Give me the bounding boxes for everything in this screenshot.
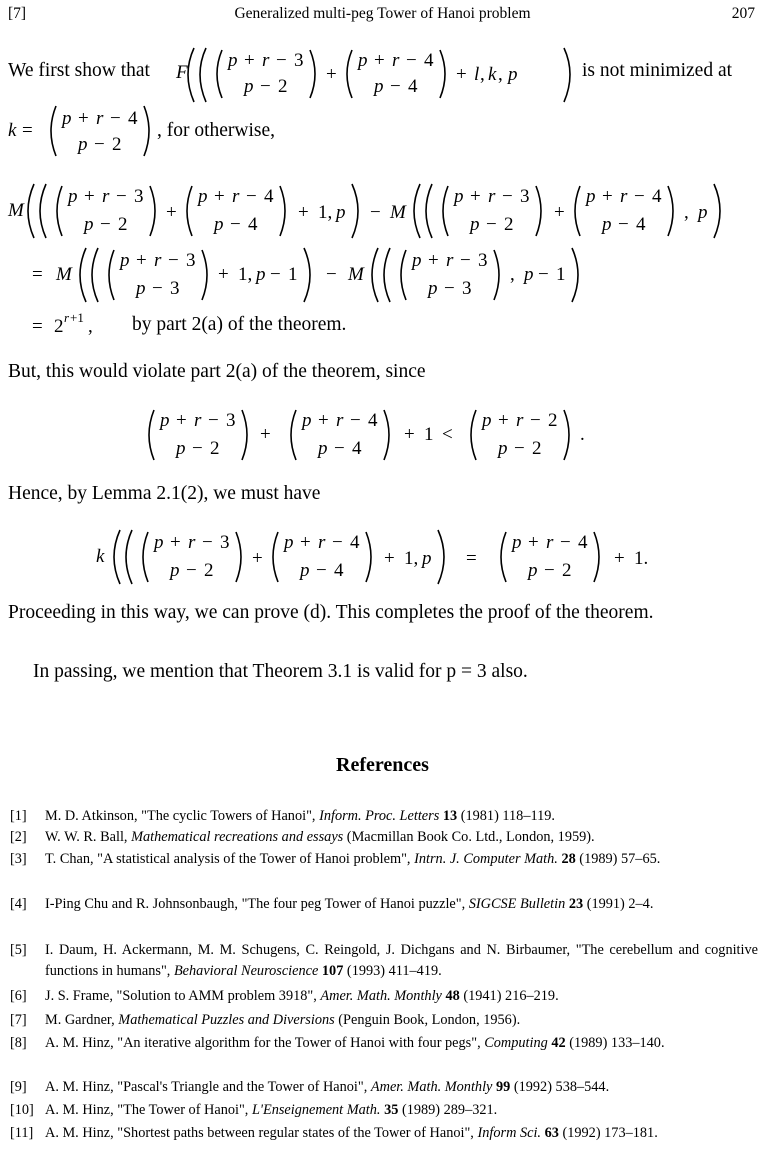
svg-text:3: 3: [294, 50, 304, 71]
svg-text:2: 2: [562, 560, 572, 581]
svg-text:,: ,: [88, 316, 93, 337]
svg-text:p: p: [512, 532, 522, 553]
svg-text:p: p: [508, 64, 518, 85]
svg-text:−: −: [334, 438, 345, 459]
text-p1-end: is not minimized at: [582, 60, 733, 81]
svg-text:+: +: [528, 532, 539, 553]
svg-text:=: =: [32, 316, 43, 337]
svg-text:p: p: [284, 532, 294, 553]
svg-text:3: 3: [134, 186, 144, 207]
reference-text: [45, 1010, 758, 1031]
svg-text:p: p: [170, 560, 180, 581]
reference-text: [45, 806, 758, 827]
svg-text:k: k: [8, 120, 17, 141]
svg-text:M: M: [390, 202, 406, 223]
svg-text:p: p: [470, 214, 480, 235]
reference-number: [5]: [10, 942, 27, 958]
svg-text:r: r: [620, 186, 628, 207]
svg-text:k: k: [488, 64, 497, 85]
reference-number: [1]: [10, 808, 27, 824]
reference-venue: Amer. Math. Monthly: [320, 988, 442, 1004]
svg-text:p: p: [524, 264, 534, 285]
svg-text:1,: 1,: [404, 548, 419, 569]
svg-text:p: p: [336, 202, 346, 223]
svg-text:−: −: [116, 186, 127, 207]
reference-volume: 35: [384, 1102, 399, 1118]
running-header: [8, 5, 757, 27]
reference-venue: Behavioral Neuroscience: [173, 962, 319, 979]
svg-text:3: 3: [186, 250, 196, 271]
text-p1-start: We first show that: [8, 60, 150, 81]
svg-text:−: −: [326, 264, 337, 285]
reference-volume: 48: [445, 988, 460, 1004]
reference-volume: 42: [551, 1035, 566, 1051]
text-p2: But, this would violate part 2(a) of the theorem, since: [8, 361, 426, 382]
reference-venue: Computing: [484, 1035, 548, 1051]
svg-text:p: p: [244, 76, 254, 97]
reference-details: (1941) 216–219.: [459, 988, 559, 1004]
svg-text:p: p: [428, 278, 438, 299]
reference-details: (1989) 57–65.: [575, 851, 661, 867]
svg-text:4: 4: [424, 50, 434, 71]
svg-text:p: p: [214, 214, 224, 235]
svg-text:−: −: [406, 50, 417, 71]
svg-text:r: r: [392, 50, 400, 71]
svg-text:r: r: [64, 310, 70, 325]
svg-text:,: ,: [510, 264, 515, 285]
svg-text:p: p: [176, 438, 186, 459]
svg-text:p: p: [78, 134, 88, 155]
svg-text:−: −: [110, 108, 121, 129]
svg-text:p: p: [358, 50, 368, 71]
svg-text:−: −: [230, 214, 241, 235]
svg-text:r: r: [102, 186, 110, 207]
svg-text:p: p: [154, 532, 164, 553]
svg-text:+: +: [384, 548, 395, 569]
svg-text:−: −: [260, 76, 271, 97]
svg-text:−: −: [202, 532, 213, 553]
svg-text:M: M: [56, 264, 72, 285]
svg-text:r: r: [232, 186, 240, 207]
svg-text:4: 4: [350, 532, 360, 553]
reference-number: [7]: [10, 1012, 27, 1028]
svg-text:+: +: [252, 548, 263, 569]
svg-text:k: k: [96, 546, 105, 567]
svg-text:4: 4: [408, 76, 418, 97]
svg-text:2: 2: [210, 438, 220, 459]
svg-text:1,: 1,: [238, 264, 253, 285]
reference-authors: I-Ping Chu and R. Johnsonbaugh, "The four peg Tower of Hanoi puzzle",: [45, 896, 469, 912]
svg-text:=: =: [466, 548, 477, 569]
svg-text:p: p: [602, 214, 612, 235]
svg-text:−: −: [538, 264, 549, 285]
svg-text:r: r: [488, 186, 496, 207]
reference-authors: J. S. Frame, "Solution to AMM problem 3918",: [45, 988, 321, 1004]
reference-text: [45, 1100, 758, 1121]
svg-text:1: 1: [424, 424, 434, 445]
svg-text:p: p: [300, 560, 310, 581]
reference-number: [3]: [10, 851, 27, 867]
reference-text: [45, 940, 758, 981]
svg-text:−: −: [460, 250, 471, 271]
reference-venue: L'Enseignement Math.: [251, 1102, 381, 1118]
svg-text:p: p: [482, 410, 492, 431]
svg-text:+: +: [244, 50, 255, 71]
svg-text:4: 4: [578, 532, 588, 553]
svg-text:1.: 1.: [634, 548, 649, 569]
svg-text:3: 3: [170, 278, 180, 299]
math-equation-line2: [8, 244, 648, 312]
svg-text:r: r: [188, 532, 196, 553]
svg-text:+: +: [374, 50, 385, 71]
svg-text:p: p: [120, 250, 130, 271]
svg-text:+: +: [260, 424, 271, 445]
svg-text:,: ,: [480, 64, 485, 85]
reference-venue: Inform Sci.: [477, 1125, 542, 1141]
references-heading: References: [336, 754, 429, 776]
svg-text:1: 1: [556, 264, 566, 285]
text-eq-line3: by part 2(a) of the theorem.: [132, 314, 347, 335]
svg-text:2: 2: [278, 76, 288, 97]
reference-details: (1993) 411–419.: [343, 962, 442, 979]
reference-authors: A. M. Hinz, "An iterative algorithm for the Tower of Hanoi with four pegs",: [45, 1035, 485, 1051]
svg-text:r: r: [262, 50, 270, 71]
svg-text:+: +: [326, 64, 337, 85]
svg-text:p: p: [84, 214, 94, 235]
svg-text:r: r: [194, 410, 202, 431]
svg-text:+: +: [456, 64, 467, 85]
svg-text:2: 2: [54, 316, 64, 337]
reference-authors: M. D. Atkinson, "The cyclic Towers of Hanoi",: [45, 808, 320, 824]
header-title: Generalized multi-peg Tower of Hanoi problem: [234, 5, 531, 22]
svg-text:4: 4: [352, 438, 362, 459]
svg-text:−: −: [530, 410, 541, 431]
reference-venue: Mathematical recreations and essays: [131, 829, 344, 845]
svg-text:p: p: [498, 438, 508, 459]
svg-text:p: p: [412, 250, 422, 271]
svg-text:−: −: [94, 134, 105, 155]
reference-text: [45, 1123, 758, 1144]
svg-text:+: +: [78, 108, 89, 129]
reference-text: [45, 1077, 758, 1098]
svg-text:−: −: [208, 410, 219, 431]
svg-text:p: p: [302, 410, 312, 431]
svg-text:r: r: [336, 410, 344, 431]
svg-text:.: .: [580, 424, 585, 445]
svg-text:+: +: [298, 202, 309, 223]
svg-text:−: −: [270, 264, 281, 285]
reference-venue: SIGCSE Bulletin: [468, 896, 566, 912]
svg-text:4: 4: [264, 186, 274, 207]
svg-text:F: F: [176, 62, 188, 83]
svg-text:+: +: [602, 186, 613, 207]
page-number: 207: [731, 5, 755, 22]
svg-text:+: +: [470, 186, 481, 207]
svg-text:r: r: [446, 250, 454, 271]
svg-text:−: −: [544, 560, 555, 581]
reference-volume: 63: [544, 1125, 559, 1141]
svg-text:−: −: [350, 410, 361, 431]
svg-text:3: 3: [520, 186, 530, 207]
reference-details: (1989) 289–321.: [398, 1102, 498, 1118]
reference-details: (1981) 118–119.: [457, 808, 555, 824]
svg-text:l: l: [474, 64, 480, 85]
reference-text: [45, 827, 758, 848]
svg-text:+: +: [614, 548, 625, 569]
svg-text:−: −: [560, 532, 571, 553]
svg-text:p: p: [454, 186, 464, 207]
svg-text:p: p: [198, 186, 208, 207]
svg-text:r: r: [516, 410, 524, 431]
svg-text:+: +: [214, 186, 225, 207]
svg-text:−: −: [390, 76, 401, 97]
svg-text:+1: +1: [70, 310, 84, 325]
text-p5: In passing, we mention that Theorem 3.1 is valid for p = 3 also.: [33, 661, 528, 682]
svg-text:4: 4: [368, 410, 378, 431]
svg-text:M: M: [8, 200, 24, 221]
reference-text: [45, 894, 758, 915]
svg-text:4: 4: [128, 108, 138, 129]
svg-text:1,: 1,: [318, 202, 333, 223]
svg-text:p: p: [528, 560, 538, 581]
text-p3: Hence, by Lemma 2.1(2), we must have: [8, 483, 321, 504]
svg-text:p: p: [318, 438, 328, 459]
reference-volume: 107: [321, 962, 344, 979]
svg-text:p: p: [136, 278, 146, 299]
svg-text:−: −: [192, 438, 203, 459]
svg-text:p: p: [62, 108, 72, 129]
reference-venue: Inform. Proc. Letters: [319, 808, 440, 824]
reference-details: (1991) 2–4.: [583, 896, 654, 912]
svg-text:2: 2: [204, 560, 214, 581]
reference-authors: I. Daum, H. Ackermann, M. M. Schugens, C. Reingold, J. Dichgans and N. Birbaumer, "The cerebellum and cognitive functions in humans",: [45, 942, 758, 979]
svg-text:−: −: [152, 278, 163, 299]
svg-text:r: r: [154, 250, 162, 271]
reference-details: (Macmillan Book Co. Ltd., London, 1959).: [343, 829, 595, 845]
svg-text:=: =: [32, 264, 43, 285]
svg-text:−: −: [332, 532, 343, 553]
reference-text: [45, 1033, 758, 1054]
svg-text:−: −: [502, 186, 513, 207]
reference-number: [6]: [10, 988, 27, 1004]
math-inequality: [144, 404, 644, 472]
svg-text:3: 3: [226, 410, 236, 431]
svg-text:4: 4: [248, 214, 258, 235]
svg-text:+: +: [136, 250, 147, 271]
svg-text:+: +: [404, 424, 415, 445]
text-p4: Proceeding in this way, we can prove (d). This completes the proof of the theorem.: [8, 602, 654, 623]
svg-text:−: −: [276, 50, 287, 71]
reference-volume: 28: [561, 851, 576, 867]
svg-text:2: 2: [112, 134, 122, 155]
reference-details: (1992) 538–544.: [510, 1079, 610, 1095]
text-p1-line2: , for otherwise,: [157, 120, 276, 141]
reference-number: [8]: [10, 1035, 27, 1051]
svg-text:+: +: [166, 202, 177, 223]
math-k-equation: [96, 524, 696, 596]
reference-authors: A. M. Hinz, "The Tower of Hanoi",: [45, 1102, 252, 1118]
svg-text:+: +: [318, 410, 329, 431]
svg-text:r: r: [318, 532, 326, 553]
svg-text:+: +: [84, 186, 95, 207]
svg-text:−: −: [316, 560, 327, 581]
svg-text:+: +: [170, 532, 181, 553]
reference-details: (1992) 173–181.: [558, 1125, 658, 1141]
svg-text:M: M: [348, 264, 364, 285]
reference-number: [10]: [10, 1102, 34, 1118]
reference-venue: Amer. Math. Monthly: [370, 1079, 493, 1095]
svg-text:+: +: [554, 202, 565, 223]
svg-text:+: +: [218, 264, 229, 285]
reference-text: [45, 986, 758, 1007]
svg-text:2: 2: [548, 410, 558, 431]
svg-text:p: p: [698, 202, 708, 223]
svg-text:2: 2: [118, 214, 128, 235]
reference-number: [11]: [10, 1125, 34, 1141]
svg-text:−: −: [100, 214, 111, 235]
svg-text:−: −: [618, 214, 629, 235]
svg-text:p: p: [256, 264, 266, 285]
svg-text:r: r: [96, 108, 104, 129]
reference-authors: T. Chan, "A statistical analysis of the Tower of Hanoi problem",: [45, 851, 415, 867]
svg-text:3: 3: [478, 250, 488, 271]
reference-authors: W. W. R. Ball,: [45, 829, 132, 845]
svg-text:−: −: [168, 250, 179, 271]
header-section: [7]: [8, 5, 27, 22]
svg-text:−: −: [634, 186, 645, 207]
svg-text:−: −: [246, 186, 257, 207]
svg-text:3: 3: [462, 278, 472, 299]
svg-text:4: 4: [652, 186, 662, 207]
svg-text:p: p: [586, 186, 596, 207]
svg-text:,: ,: [684, 202, 689, 223]
svg-text:−: −: [370, 202, 381, 223]
reference-volume: 13: [442, 808, 458, 824]
svg-text:=: =: [22, 120, 33, 141]
svg-text:r: r: [546, 532, 554, 553]
svg-text:+: +: [176, 410, 187, 431]
svg-text:p: p: [422, 548, 432, 569]
svg-text:+: +: [428, 250, 439, 271]
reference-authors: A. M. Hinz, "Shortest paths between regular states of the Tower of Hanoi",: [45, 1125, 478, 1141]
math-F-expression: [172, 40, 582, 116]
reference-details: (Penguin Book, London, 1956).: [334, 1012, 521, 1028]
reference-text: [45, 849, 758, 870]
reference-venue: Mathematical Puzzles and Diversions: [118, 1012, 335, 1028]
svg-text:2: 2: [532, 438, 542, 459]
svg-text:<: <: [442, 424, 453, 445]
reference-number: [9]: [10, 1079, 27, 1095]
svg-text:p: p: [68, 186, 78, 207]
svg-text:4: 4: [636, 214, 646, 235]
svg-text:3: 3: [220, 532, 230, 553]
math-k-equals: [8, 100, 178, 168]
reference-volume: 99: [495, 1079, 511, 1095]
reference-details: (1989) 133–140.: [565, 1035, 665, 1051]
svg-text:p: p: [160, 410, 170, 431]
svg-text:1: 1: [288, 264, 298, 285]
svg-text:p: p: [228, 50, 238, 71]
svg-text:4: 4: [334, 560, 344, 581]
svg-text:−: −: [514, 438, 525, 459]
math-equation-line1: [8, 178, 758, 250]
reference-authors: A. M. Hinz, "Pascal's Triangle and the Tower of Hanoi",: [45, 1079, 371, 1095]
reference-volume: 23: [568, 896, 584, 912]
svg-text:+: +: [498, 410, 509, 431]
reference-venue: Intrn. J. Computer Math.: [414, 851, 558, 867]
svg-text:−: −: [486, 214, 497, 235]
svg-text:,: ,: [498, 64, 503, 85]
svg-text:−: −: [186, 560, 197, 581]
reference-authors: M. Gardner,: [45, 1012, 119, 1028]
reference-number: [4]: [10, 896, 27, 912]
svg-text:+: +: [300, 532, 311, 553]
svg-text:2: 2: [504, 214, 514, 235]
math-equation-line3: [32, 310, 142, 346]
svg-text:−: −: [444, 278, 455, 299]
svg-text:p: p: [374, 76, 384, 97]
reference-number: [2]: [10, 829, 27, 845]
